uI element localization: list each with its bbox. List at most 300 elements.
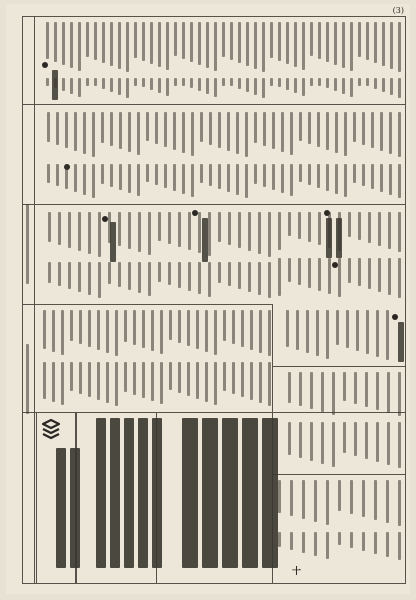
price-list-column <box>142 22 145 61</box>
price-list-column <box>362 480 365 517</box>
price-list-column <box>278 480 281 513</box>
price-list-column <box>335 164 338 194</box>
price-list-column <box>328 258 331 294</box>
price-list-column <box>398 422 401 468</box>
price-list-column <box>119 164 122 190</box>
price-list-column <box>317 164 320 188</box>
price-list-column <box>222 22 225 57</box>
price-list-column <box>182 78 185 86</box>
price-list-column <box>388 212 391 249</box>
divider-right-lower <box>272 366 406 367</box>
price-list-column <box>214 78 217 97</box>
price-list-column <box>368 212 371 243</box>
price-list-column <box>173 164 176 191</box>
price-list-column <box>338 258 341 297</box>
price-list-column <box>362 532 365 551</box>
price-list-column <box>238 262 241 289</box>
price-list-column <box>65 112 68 148</box>
price-list-column <box>296 310 299 350</box>
page-number: (3) <box>392 6 404 15</box>
price-list-column <box>108 262 111 284</box>
price-list-column <box>358 258 361 286</box>
price-list-column <box>241 310 244 347</box>
price-list-column <box>61 362 64 405</box>
price-list-column <box>134 78 137 86</box>
price-list-column <box>376 372 379 410</box>
price-list-column <box>346 310 349 348</box>
price-list-column <box>316 310 319 356</box>
price-list-column <box>43 310 46 349</box>
price-list-column <box>390 78 393 95</box>
section-marker-1 <box>42 62 48 68</box>
price-list-column <box>259 310 262 353</box>
price-list-column <box>250 310 253 350</box>
advertisement-column <box>96 418 106 568</box>
price-list-column <box>182 164 185 194</box>
price-list-column <box>128 262 131 290</box>
price-list-column <box>358 212 361 240</box>
price-list-column <box>158 22 161 67</box>
price-list-column <box>398 480 401 526</box>
price-list-column <box>158 212 161 241</box>
price-list-column <box>88 362 91 397</box>
price-list-column <box>223 362 226 391</box>
price-list-column <box>365 422 368 459</box>
price-list-column <box>382 22 385 66</box>
price-list-column <box>146 164 149 182</box>
price-list-column <box>106 310 109 353</box>
price-list-column <box>110 78 113 92</box>
price-list-column <box>374 532 377 554</box>
price-list-column <box>371 164 374 189</box>
price-list-column <box>290 532 293 550</box>
price-list-column <box>232 362 235 394</box>
price-list-column <box>206 22 209 68</box>
price-list-column <box>378 258 381 292</box>
price-list-column <box>126 78 129 98</box>
price-list-column <box>174 78 177 86</box>
price-list-column <box>196 362 199 399</box>
price-list-column <box>68 262 71 289</box>
price-list-column <box>208 262 211 297</box>
price-list-column <box>344 112 347 156</box>
price-list-column <box>362 164 365 186</box>
price-list-column <box>94 22 97 60</box>
price-list-column <box>310 78 313 86</box>
price-list-column <box>110 112 113 146</box>
price-list-column <box>133 310 136 345</box>
price-list-column <box>354 372 357 404</box>
price-list-column <box>308 164 311 185</box>
price-list-column <box>88 212 91 254</box>
price-list-column <box>173 112 176 150</box>
price-list-column <box>326 22 329 62</box>
price-list-column <box>326 532 329 559</box>
divider-lower <box>22 412 406 413</box>
price-list-column <box>278 22 281 61</box>
price-list-column <box>62 78 65 91</box>
shop-name-column <box>70 448 80 568</box>
price-list-column <box>259 362 262 403</box>
price-list-column <box>321 372 324 412</box>
shop-logo-icon <box>40 418 62 440</box>
price-list-column <box>281 164 284 193</box>
price-list-column <box>164 112 167 147</box>
price-list-column <box>150 78 153 90</box>
price-list-column <box>86 22 89 57</box>
price-list-column <box>166 78 169 96</box>
price-list-column <box>290 112 293 155</box>
price-list-column <box>155 164 158 185</box>
price-list-column <box>380 112 383 151</box>
left-margin-line <box>34 16 35 584</box>
price-list-column <box>382 78 385 92</box>
price-list-column <box>218 112 221 148</box>
divider-upper-mid <box>22 204 406 205</box>
price-list-column <box>65 164 68 189</box>
price-list-column <box>128 212 131 249</box>
price-list-column <box>365 372 368 407</box>
advertisement-column <box>202 418 218 568</box>
price-list-column <box>188 212 191 250</box>
price-list-column <box>308 258 311 288</box>
price-list-column <box>168 262 171 285</box>
price-list-column <box>299 372 302 406</box>
price-list-column <box>58 262 61 286</box>
price-list-column <box>350 78 353 97</box>
price-list-column <box>142 362 145 398</box>
price-list-column <box>209 112 212 145</box>
price-list-column <box>110 22 113 66</box>
price-list-column <box>158 78 161 93</box>
price-list-column <box>248 212 251 251</box>
price-list-column <box>174 22 177 56</box>
price-list-column <box>270 78 273 86</box>
price-list-column <box>288 212 291 236</box>
price-list-column <box>222 78 225 86</box>
price-list-column <box>151 310 154 351</box>
price-list-column <box>318 78 321 86</box>
price-list-column <box>310 372 313 409</box>
price-list-column <box>398 532 401 560</box>
price-list-column <box>398 372 401 416</box>
price-list-column <box>191 112 194 156</box>
price-list-column <box>97 310 100 350</box>
price-list-column <box>353 112 356 142</box>
price-list-column <box>350 22 353 71</box>
price-list-column <box>62 22 65 65</box>
price-list-column <box>74 164 77 192</box>
price-list-column <box>263 164 266 187</box>
price-list-column <box>200 112 203 142</box>
price-list-column <box>270 22 273 58</box>
price-list-column <box>209 164 212 186</box>
price-list-column <box>268 262 271 298</box>
price-list-column <box>387 372 390 413</box>
price-list-column <box>110 164 113 187</box>
price-list-column <box>380 164 383 192</box>
price-list-column <box>356 310 359 351</box>
price-list-column <box>46 22 49 59</box>
price-list-column <box>118 262 121 287</box>
price-list-column <box>326 164 329 191</box>
price-list-column <box>168 212 171 244</box>
price-list-column <box>148 262 151 296</box>
price-list-column <box>115 362 118 406</box>
section-heading <box>398 322 404 362</box>
price-list-column <box>190 22 193 62</box>
price-list-column <box>366 22 369 60</box>
price-list-column <box>43 362 46 399</box>
price-list-column <box>68 212 71 248</box>
price-list-column <box>350 532 353 548</box>
price-list-column <box>390 22 393 69</box>
price-list-column <box>61 310 64 355</box>
price-list-column <box>299 112 302 141</box>
price-list-column <box>246 78 249 92</box>
price-list-column <box>214 362 217 405</box>
price-list-column <box>187 310 190 346</box>
price-list-column <box>200 164 203 183</box>
price-list-column <box>198 212 201 253</box>
price-list-column <box>371 112 374 148</box>
price-list-column <box>164 164 167 188</box>
divider-mid <box>22 304 272 305</box>
price-list-column <box>334 78 337 91</box>
price-list-column <box>268 362 271 406</box>
price-list-column <box>198 262 201 294</box>
price-list-column <box>389 164 392 195</box>
price-list-column <box>78 22 81 71</box>
price-list-column <box>268 212 271 257</box>
price-list-column <box>124 310 127 342</box>
price-list-column <box>133 362 136 395</box>
price-list-column <box>258 262 261 295</box>
price-list-column <box>386 310 389 360</box>
price-list-column <box>262 78 265 98</box>
price-list-column <box>52 310 55 352</box>
price-list-column <box>278 212 281 250</box>
price-list-column <box>79 362 82 394</box>
price-list-column <box>338 532 341 545</box>
advertisement-column <box>124 418 134 568</box>
price-list-column <box>236 164 239 195</box>
price-list-column <box>398 112 401 157</box>
section-heading <box>202 218 208 262</box>
price-list-column <box>160 310 163 354</box>
price-list-column <box>106 362 109 403</box>
price-list-column <box>118 78 121 95</box>
price-list-column <box>254 164 257 184</box>
price-list-column <box>151 362 154 401</box>
price-list-column <box>160 362 163 404</box>
price-list-column <box>288 372 291 403</box>
section-heading <box>52 70 58 100</box>
price-list-column <box>196 310 199 349</box>
price-list-column <box>208 212 211 256</box>
advertisement-column <box>182 418 198 568</box>
price-list-column <box>288 258 291 282</box>
price-list-column <box>230 22 233 60</box>
price-list-column <box>318 212 321 245</box>
price-list-column <box>178 310 181 343</box>
price-list-column <box>78 212 81 251</box>
price-list-column <box>386 480 389 523</box>
price-list-column <box>228 212 231 245</box>
price-list-column <box>336 310 339 345</box>
price-list-column <box>245 164 248 198</box>
price-list-column <box>214 310 217 355</box>
advertisement-column <box>138 418 148 568</box>
price-list-column <box>238 78 241 89</box>
price-list-column <box>290 480 293 516</box>
price-list-column <box>118 212 121 246</box>
price-list-column <box>342 78 345 94</box>
price-list-column <box>374 480 377 520</box>
price-list-column <box>138 212 141 252</box>
price-list-column <box>278 532 281 547</box>
price-list-column <box>398 258 401 298</box>
price-list-column <box>206 78 209 94</box>
price-list-column <box>314 532 317 556</box>
price-list-column <box>241 362 244 397</box>
price-list-column <box>150 22 153 64</box>
price-list-column <box>118 22 121 69</box>
price-list-column <box>124 362 127 392</box>
price-list-column <box>92 164 95 198</box>
price-list-column <box>398 212 401 252</box>
price-list-column <box>389 112 392 154</box>
price-list-column <box>272 164 275 190</box>
price-list-column <box>146 112 149 141</box>
advertisement-column <box>152 418 162 568</box>
price-list-column <box>47 164 50 183</box>
price-list-column <box>398 78 401 98</box>
price-list-column <box>321 422 324 464</box>
price-list-column <box>70 310 73 341</box>
price-list-column <box>236 112 239 154</box>
price-list-column <box>97 362 100 400</box>
price-list-column <box>98 262 101 298</box>
advertisement-column <box>110 418 120 568</box>
section-heading <box>326 218 332 258</box>
price-list-column <box>205 362 208 402</box>
price-list-column <box>142 310 145 348</box>
price-list-column <box>308 112 311 144</box>
price-list-column <box>218 262 221 283</box>
price-list-column <box>278 258 281 296</box>
price-list-column <box>94 78 97 86</box>
price-list-column <box>70 22 73 68</box>
price-list-column <box>374 78 377 89</box>
price-list-column <box>318 22 321 59</box>
price-list-column <box>310 22 313 56</box>
price-list-column <box>338 480 341 511</box>
margin-note-lower <box>26 344 29 414</box>
price-list-column <box>158 262 161 282</box>
price-list-column <box>310 422 313 461</box>
price-list-column <box>366 78 369 86</box>
advertisement-column <box>242 418 258 568</box>
price-list-column <box>368 258 371 289</box>
price-list-column <box>398 164 401 198</box>
price-list-column <box>262 22 265 72</box>
advertisement-column <box>262 418 278 568</box>
price-list-column <box>92 112 95 157</box>
price-list-column <box>227 112 230 151</box>
price-list-column <box>83 164 86 195</box>
price-list-column <box>232 310 235 344</box>
price-list-column <box>299 164 302 182</box>
price-list-column <box>248 262 251 292</box>
price-list-column <box>362 112 365 145</box>
price-list-column <box>254 78 257 95</box>
divider-top-band <box>22 104 406 105</box>
price-list-column <box>278 78 281 87</box>
price-list-column <box>128 164 131 193</box>
price-list-column <box>214 22 217 71</box>
price-list-column <box>115 310 118 356</box>
price-list-column <box>137 164 140 196</box>
price-list-column <box>246 22 249 66</box>
price-list-column <box>78 78 81 97</box>
price-list-column <box>332 372 335 415</box>
price-list-column <box>79 310 82 344</box>
margin-note-upper <box>26 204 29 284</box>
price-list-column <box>56 164 59 186</box>
price-list-column <box>228 262 231 286</box>
price-list-column <box>126 22 129 72</box>
price-list-column <box>78 262 81 292</box>
price-list-column <box>378 212 381 246</box>
price-list-column <box>169 362 172 390</box>
price-list-column <box>245 112 248 157</box>
price-list-column <box>318 258 321 291</box>
price-list-column <box>48 262 51 283</box>
price-list-column <box>254 112 257 143</box>
price-list-column <box>376 310 379 357</box>
price-list-column <box>350 480 353 514</box>
price-list-column <box>178 212 181 247</box>
price-list-column <box>286 22 289 64</box>
price-list-column <box>188 262 191 291</box>
price-list-column <box>169 310 172 340</box>
price-list-column <box>258 212 261 254</box>
advertisement-column <box>222 418 238 568</box>
price-list-column <box>128 112 131 152</box>
price-list-column <box>335 112 338 153</box>
price-list-column <box>250 362 253 400</box>
price-list-column <box>54 22 57 62</box>
price-list-column <box>88 262 91 295</box>
price-list-column <box>299 422 302 458</box>
price-list-column <box>358 78 361 86</box>
shop-name-column <box>56 448 66 568</box>
price-list-column <box>218 212 221 242</box>
grid-marker: 十 <box>292 567 302 577</box>
price-list-column <box>155 112 158 144</box>
price-list-column <box>326 480 329 525</box>
price-list-column <box>238 212 241 248</box>
price-list-column <box>58 212 61 245</box>
price-list-column <box>306 310 309 353</box>
price-list-column <box>198 78 201 91</box>
price-list-column <box>343 422 346 453</box>
price-list-column <box>70 78 73 94</box>
price-list-column <box>137 112 140 155</box>
section-heading <box>110 222 116 262</box>
price-list-column <box>348 258 351 283</box>
